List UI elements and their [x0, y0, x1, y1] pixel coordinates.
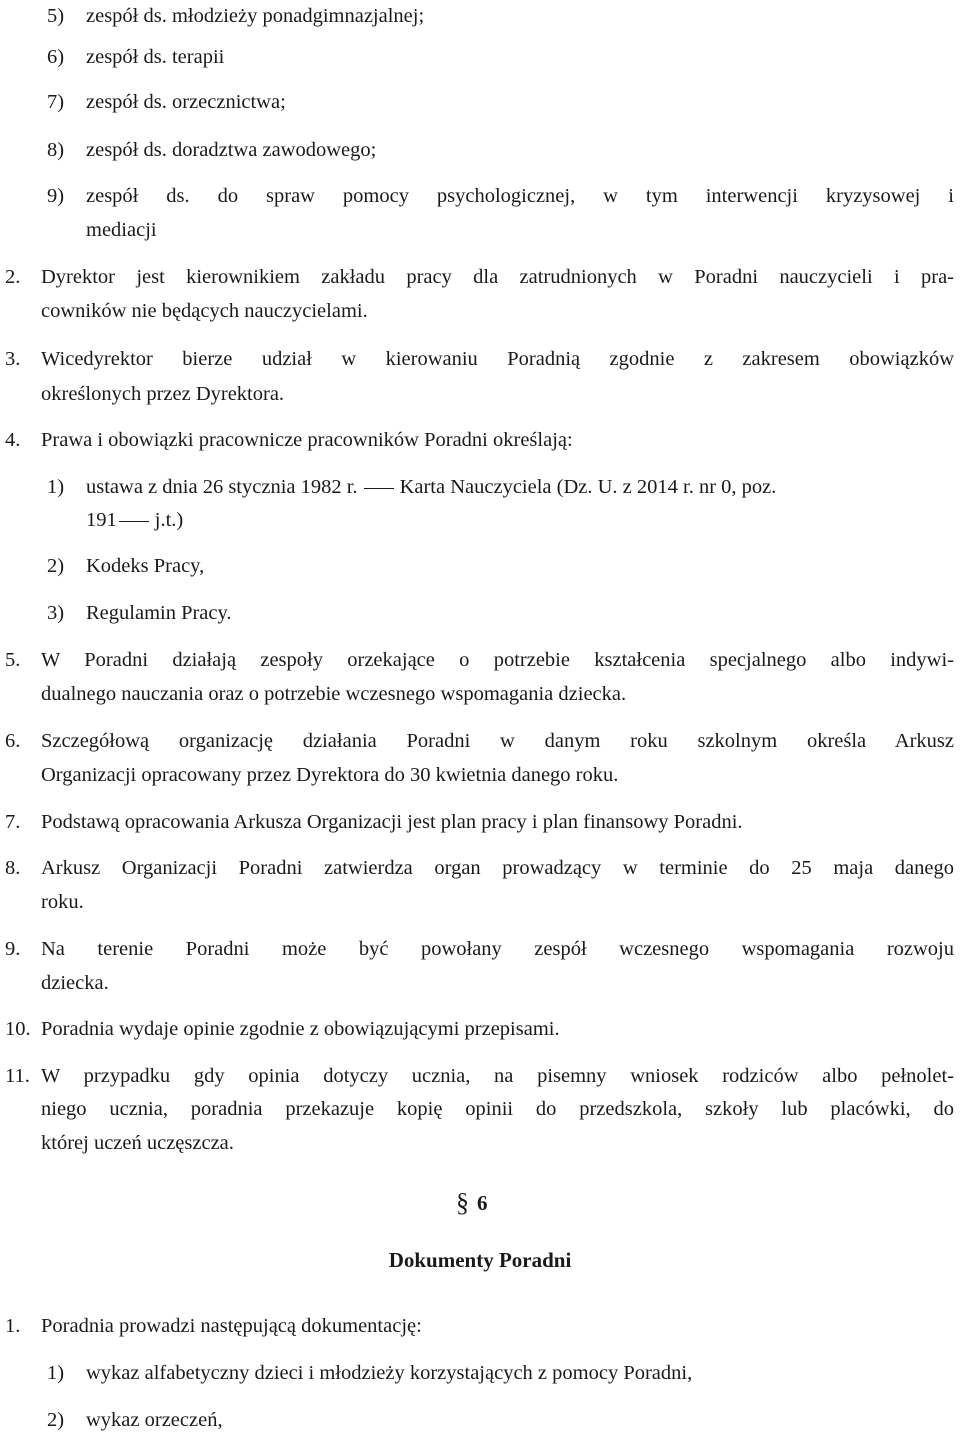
list-item-text: Regulamin Pracy.	[86, 602, 232, 624]
list-item-text: zespół ds. orzecznictwa;	[86, 91, 286, 113]
list-number: 3)	[47, 602, 65, 624]
paragraph-line: Poradnia wydaje opinie zgodnie z obowiązującymi przepisami.	[41, 1018, 560, 1040]
list-item-text: mediacji	[86, 219, 157, 241]
paragraph-line: niego ucznia, poradnia przekazuje kopię opinii do przedszkola, szkoły lub placówki, do	[41, 1098, 954, 1120]
list-number: 9)	[47, 185, 65, 207]
paragraph-line: której uczeń uczęszcza.	[41, 1132, 234, 1154]
list-number: 1)	[47, 1362, 65, 1384]
paragraph-line: roku.	[41, 891, 84, 913]
list-item-text: 191 j.t.)	[86, 509, 184, 531]
item-number: 6.	[5, 730, 21, 752]
paragraph-line: W Poradni działają zespoły orzekające o potrzebie kształcenia specjalnego albo indywi-	[41, 649, 954, 671]
list-item-text: Kodeks Pracy,	[86, 555, 205, 577]
paragraph-line: określonych przez Dyrektora.	[41, 383, 285, 405]
item-number: 3.	[5, 348, 21, 370]
list-number: 7)	[47, 91, 65, 113]
paragraph-line: Wicedyrektor bierze udział w kierowaniu Poradnią zgodnie z zakresem obowiązków	[41, 348, 954, 370]
paragraph-line: Arkusz Organizacji Poradni zatwierdza organ prowadzący w terminie do 25 maja danego	[41, 857, 954, 879]
list-item-text: ustawa z dnia 26 stycznia 1982 r. Karta Nauczyciela (Dz. U. z 2014 r. nr 0, poz.	[86, 476, 777, 498]
paragraph-line: dziecka.	[41, 972, 109, 994]
item-number: 9.	[5, 938, 21, 960]
item-number: 11.	[5, 1065, 30, 1087]
em-dash	[119, 521, 149, 522]
paragraph-line: Prawa i obowiązki pracownicze pracowników Poradni określają:	[41, 429, 573, 451]
paragraph-line: Na terenie Poradni może być powołany zespół wczesnego wspomagania rozwoju	[41, 938, 954, 960]
list-item-text: zespół ds. terapii	[86, 46, 225, 68]
item-number: 2.	[5, 266, 21, 288]
list-item-text: zespół ds. do spraw pomocy psychologicznej, w tym interwencji kryzysowej i	[86, 185, 954, 207]
section-sign: §	[456, 1188, 469, 1217]
list-item-text: wykaz orzeczeń,	[86, 1409, 223, 1431]
list-item-text: zespół ds. młodzieży ponadgimnazjalnej;	[86, 5, 425, 27]
paragraph-line: cowników nie będących nauczycielami.	[41, 300, 368, 322]
list-number: 5)	[47, 5, 65, 27]
list-item-text: zespół ds. doradztwa zawodowego;	[86, 139, 377, 161]
list-item-text: wykaz alfabetyczny dzieci i młodzieży korzystających z pomocy Poradni,	[86, 1362, 693, 1384]
paragraph-line: Dyrektor jest kierownikiem zakładu pracy dla zatrudnionych w Poradni nauczycieli i pra-	[41, 266, 954, 288]
list-number: 2)	[47, 555, 65, 577]
section-number: 6	[477, 1191, 488, 1215]
paragraph-line: Podstawą opracowania Arkusza Organizacji jest plan pracy i plan finansowy Poradni.	[41, 811, 743, 833]
item-number: 7.	[5, 811, 21, 833]
item-number: 4.	[5, 429, 21, 451]
list-number: 6)	[47, 46, 65, 68]
paragraph-line: Poradnia prowadzi następującą dokumentację:	[41, 1315, 422, 1337]
paragraph-line: Organizacji opracowany przez Dyrektora do 30 kwietnia danego roku.	[41, 764, 619, 786]
section-title: Dokumenty Poradni	[388, 1248, 572, 1272]
list-number: 1)	[47, 476, 65, 498]
list-number: 2)	[47, 1409, 65, 1431]
item-number: 10.	[5, 1018, 31, 1040]
list-number: 8)	[47, 139, 65, 161]
paragraph-line: Szczegółową organizację działania Poradni w danym roku szkolnym określa Arkusz	[41, 730, 954, 752]
item-number: 5.	[5, 649, 21, 671]
item-number: 1.	[5, 1315, 21, 1337]
paragraph-line: W przypadku gdy opinia dotyczy ucznia, na pisemny wniosek rodziców albo pełnolet-	[41, 1065, 954, 1087]
paragraph-line: dualnego nauczania oraz o potrzebie wczesnego wspomagania dziecka.	[41, 683, 627, 705]
em-dash	[364, 488, 394, 489]
item-number: 8.	[5, 857, 21, 879]
